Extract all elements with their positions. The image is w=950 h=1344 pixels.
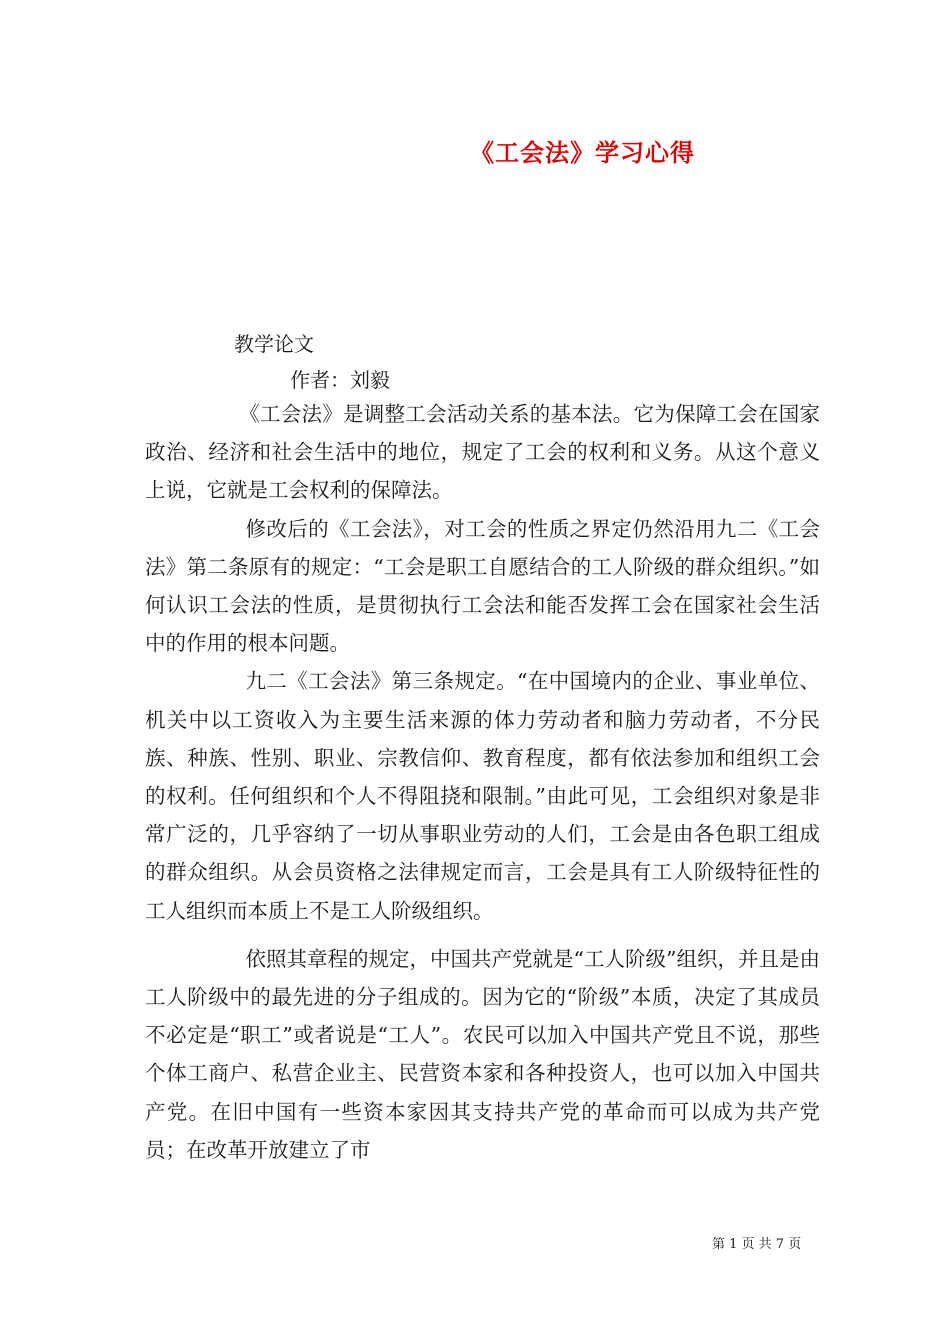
document-category: 教学论文 [234,332,314,356]
document-body [145,395,820,1169]
paragraph-2: 修改后的《工会法》，对工会的性质之界定仍然沿用九二《工会法》第二条原有的规定：“工会是职工自愿结合的工人阶级的群众组织。”如何认识工会法的性质，是贯彻执行工会法和能否发挥工会在国家社会生活中的作用的根本问题。 [145,516,820,656]
paragraph-3: 九二《工会法》第三条规定。“在中国境内的企业、事业单位、机关中以工资收入为主要生活来源的体力劳动者和脑力劳动者，不分民族、种族、性别、职业、宗教信仰、教育程度，都有依法参加和组织工会的权利。任何组织和个人不得阻挠和限制。”由此可见，工会组织对象是非常广泛的，几乎容纳了一切从事职业劳动的人们，工会是由各色职工组成的群众组织。从会员资格之法律规定而言，工会是具有工人阶级特征性的工人组织而本质上不是工人阶级组织。 [145,669,820,923]
document-author: 作者：刘毅 [290,368,390,392]
page-number-footer: 第 1 页 共 7 页 [712,1237,802,1252]
paragraph-1: 《工会法》是调整工会活动关系的基本法。它为保障工会在国家政治、经济和社会生活中的地位，规定了工会的权利和义务。从这个意义上说，它就是工会权利的保障法。 [145,402,820,503]
paragraph-4: 依照其章程的规定，中国共产党就是“工人阶级”组织，并且是由工人阶级中的最先进的分子组成的。因为它的“阶级”本质，决定了其成员不必定是“职工”或者说是“工人”。农民可以加入中国共产党且不说，那些个体工商户、私营企业主、民营资本家和各种投资人，也可以加入中国共产党。在旧中国有一些资本家因其支持共产党的革命而可以成为共产党员；在改革开放建立了市 [145,946,820,1162]
document-title: 《工会法》学习心得 [470,138,695,167]
